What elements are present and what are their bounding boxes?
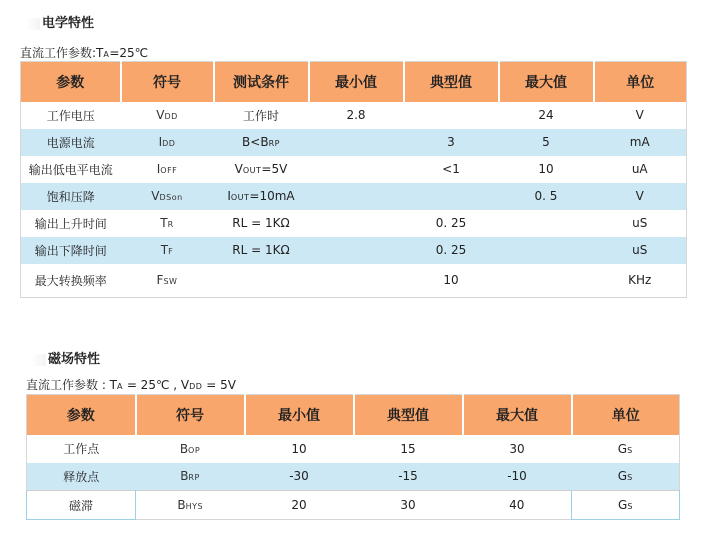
param-text: 工作电压: [46, 108, 95, 123]
typ-text: 0. 25: [435, 216, 467, 230]
max-cell: [499, 264, 594, 298]
condition-sub: OUT: [230, 193, 250, 202]
unit-text: mA: [629, 135, 650, 149]
min-cell: [245, 435, 354, 463]
unit-cell: [572, 491, 680, 520]
symbol-sub: DD: [164, 112, 178, 121]
magnetic-section-title: [32, 348, 100, 367]
param-text: 磁滞: [68, 498, 93, 513]
max-cell: [499, 102, 594, 129]
max-text: -10: [507, 469, 527, 484]
min-text: 20: [291, 498, 307, 512]
condition-cell: [214, 210, 309, 237]
electrical-title-text: 电学特性: [42, 16, 95, 31]
condition-sub: A: [117, 382, 123, 391]
min-cell: [309, 264, 404, 298]
unit-cell: [572, 463, 680, 491]
param-cell: [21, 264, 121, 298]
max-text: 10: [538, 162, 554, 176]
condition-prefix: 直流工作参数:T: [20, 46, 104, 60]
unit-text: KHz: [628, 273, 652, 288]
symbol-cell: [121, 156, 214, 183]
param-cell: [27, 435, 136, 463]
symbol-cell: [121, 264, 214, 298]
section-bullet-icon: [32, 354, 46, 366]
header-min: 最小值: [309, 62, 404, 102]
min-text: 10: [291, 441, 307, 456]
typ-cell: [404, 183, 499, 210]
max-cell: [499, 156, 594, 183]
typ-cell: [404, 129, 499, 156]
symbol-sub: R: [167, 220, 174, 229]
condition-cell: [214, 237, 309, 264]
unit-text: V: [635, 189, 644, 203]
unit-cell: [594, 183, 687, 210]
symbol-cell: [136, 435, 245, 463]
header-typ: 典型值: [354, 395, 463, 435]
symbol-cell: [121, 210, 214, 237]
typ-cell: [354, 491, 463, 520]
min-cell: [309, 237, 404, 264]
condition-sub: OUT: [242, 166, 262, 175]
header-unit: 单位: [594, 62, 687, 102]
header-min: 最小值: [245, 395, 354, 435]
min-cell: [309, 102, 404, 129]
symbol-text: B: [179, 441, 189, 456]
symbol-cell: [121, 183, 214, 210]
param-cell: [27, 463, 136, 491]
typ-cell: [404, 264, 499, 298]
condition-mid: = 25℃ , V: [123, 378, 190, 392]
condition-tail: =5V: [261, 162, 288, 176]
condition-tail: =10mA: [249, 189, 295, 203]
symbol-text: V: [151, 189, 160, 203]
min-cell: [245, 463, 354, 491]
max-text: 30: [509, 441, 525, 456]
unit-sub: S: [627, 445, 633, 455]
condition-text: B<B: [242, 135, 269, 149]
symbol-text: V: [156, 108, 165, 122]
symbol-cell: [121, 129, 214, 156]
unit-text: G: [617, 469, 628, 484]
unit-cell: [594, 156, 687, 183]
symbol-text: B: [180, 469, 189, 484]
condition-suffix: =25℃: [109, 46, 149, 60]
typ-cell: [404, 156, 499, 183]
condition-sub: RP: [268, 139, 280, 148]
min-text: -30: [289, 469, 309, 484]
condition-suffix: = 5V: [202, 378, 236, 392]
symbol-text: F: [156, 273, 164, 288]
symbol-sub: HYS: [185, 502, 204, 511]
magnetic-condition: [26, 376, 236, 393]
header-unit: 单位: [572, 395, 680, 435]
symbol-sub: SW: [163, 277, 178, 287]
typ-cell: [404, 210, 499, 237]
typ-text: 30: [400, 498, 416, 512]
unit-text: uS: [632, 243, 648, 257]
header-symbol: 符号: [136, 395, 245, 435]
symbol-text: T: [160, 216, 168, 230]
typ-text: 0. 25: [435, 243, 467, 257]
min-cell: [309, 156, 404, 183]
table-row: [27, 491, 680, 520]
typ-text: 15: [400, 441, 416, 456]
typ-cell: [404, 102, 499, 129]
param-text: 输出低电平电流: [28, 162, 113, 177]
unit-cell: [572, 435, 680, 463]
table-row: [21, 183, 687, 210]
condition-sub2: DD: [189, 382, 203, 391]
magnetic-table: [26, 394, 680, 520]
section-bullet-icon: [26, 18, 40, 30]
min-text: 2.8: [346, 108, 366, 122]
param-cell: [21, 237, 121, 264]
symbol-cell: [136, 463, 245, 491]
param-text: 饱和压降: [46, 189, 95, 204]
table-row: [21, 264, 687, 298]
symbol-cell: [121, 102, 214, 129]
min-cell: [309, 129, 404, 156]
electrical-section-title: [26, 12, 94, 31]
condition-cell: [214, 264, 309, 298]
header-param: 参数: [27, 395, 136, 435]
param-cell: [21, 210, 121, 237]
symbol-text: T: [160, 243, 169, 257]
condition-text: I: [227, 189, 231, 203]
max-cell: [463, 463, 572, 491]
param-text: 最大转换频率: [34, 273, 107, 288]
header-condition: 测试条件: [214, 62, 309, 102]
min-cell: [309, 210, 404, 237]
symbol-sub: OFF: [160, 166, 178, 175]
symbol-cell: [121, 237, 214, 264]
symbol-sub: OP: [188, 445, 201, 455]
header-typ: 典型值: [404, 62, 499, 102]
param-text: 释放点: [63, 469, 100, 484]
header-max: 最大值: [463, 395, 572, 435]
unit-cell: [594, 264, 687, 298]
min-cell: [309, 183, 404, 210]
condition-prefix: 直流工作参数 : T: [26, 378, 118, 392]
param-cell: [21, 129, 121, 156]
param-text: 电源电流: [46, 135, 95, 150]
max-text: 0. 5: [534, 189, 558, 203]
min-cell: [245, 491, 354, 520]
param-text: 输出下降时间: [34, 243, 107, 258]
unit-cell: [594, 129, 687, 156]
param-cell: [21, 156, 121, 183]
table-row: [27, 435, 680, 463]
symbol-sub: DSon: [159, 193, 183, 202]
condition-cell: [214, 129, 309, 156]
param-cell: [27, 491, 136, 520]
unit-text: V: [635, 108, 644, 122]
header-max: 最大值: [499, 62, 594, 102]
param-text: 工作点: [63, 442, 100, 456]
condition-text: RL = 1KΩ: [232, 216, 290, 230]
max-cell: [499, 210, 594, 237]
electrical-condition: [20, 44, 148, 61]
unit-cell: [594, 237, 687, 264]
max-cell: [463, 435, 572, 463]
max-cell: [499, 129, 594, 156]
condition-cell: [214, 102, 309, 129]
param-cell: [21, 102, 121, 129]
electrical-header-row: [21, 62, 687, 102]
condition-text: 工作时: [242, 108, 279, 123]
unit-text: uS: [632, 216, 648, 230]
condition-text: V: [234, 162, 243, 176]
symbol-cell: [136, 491, 245, 520]
max-cell: [499, 237, 594, 264]
symbol-text: I: [156, 162, 161, 176]
magnetic-title-text: 磁场特性: [48, 352, 101, 367]
max-text: 5: [542, 135, 550, 149]
unit-text: G: [617, 441, 628, 456]
symbol-sub: RP: [188, 473, 200, 483]
table-row: [21, 129, 687, 156]
header-symbol: 符号: [121, 62, 214, 102]
typ-cell: [354, 463, 463, 491]
symbol-text: B: [177, 498, 186, 512]
max-text: 40: [509, 498, 525, 512]
symbol-sub: F: [168, 247, 174, 256]
typ-text: 3: [447, 135, 455, 149]
param-text: 输出上升时间: [34, 216, 107, 231]
typ-text: 10: [443, 273, 459, 288]
max-cell: [499, 183, 594, 210]
unit-cell: [594, 102, 687, 129]
typ-text: -15: [398, 469, 418, 484]
param-cell: [21, 183, 121, 210]
table-row: [21, 156, 687, 183]
electrical-table: [20, 61, 687, 298]
unit-cell: [594, 210, 687, 237]
symbol-text: I: [158, 135, 163, 149]
unit-text: uA: [631, 162, 648, 176]
typ-cell: [354, 435, 463, 463]
typ-text: <1: [442, 162, 460, 176]
condition-sub: A: [103, 50, 110, 59]
condition-cell: [214, 156, 309, 183]
symbol-sub: DD: [162, 139, 176, 148]
unit-text: G: [618, 498, 628, 512]
condition-cell: [214, 183, 309, 210]
magnetic-header-row: [27, 395, 680, 435]
header-param: 参数: [21, 62, 121, 102]
typ-cell: [404, 237, 499, 264]
table-row: [21, 237, 687, 264]
unit-sub: S: [627, 473, 633, 483]
condition-text: RL = 1KΩ: [232, 243, 290, 257]
table-row: [21, 210, 687, 237]
table-row: [27, 463, 680, 491]
table-row: [21, 102, 687, 129]
max-cell: [463, 491, 572, 520]
unit-sub: S: [627, 502, 633, 511]
max-text: 24: [538, 108, 554, 122]
